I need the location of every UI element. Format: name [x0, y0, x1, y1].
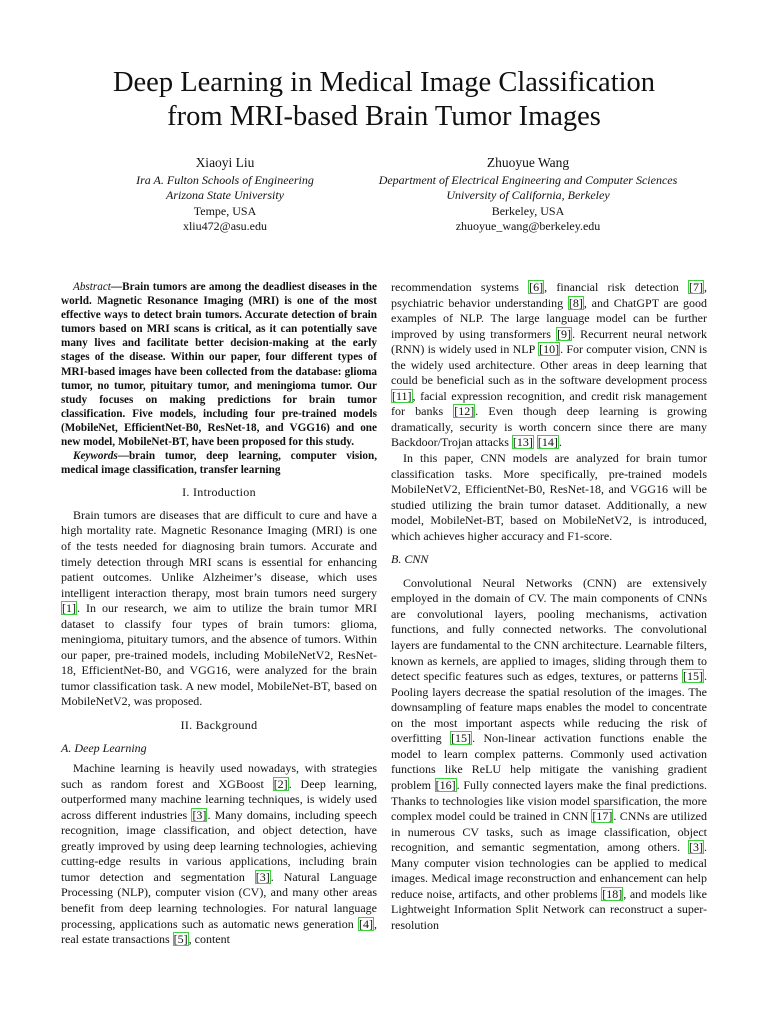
text-run: . In our research, we aim to utilize the brain tumor MRI dataset to classify four types of brain tumors: glioma, meningioma, pituitary tumors, and the absence of tumors. Within our paper, pre-trained models, including MobileNetV2, ResNet-18, EfficientNet-B0, and VGG16, were analyzed for the brain tumor classification task. A new model, MobileNet-BT, based on MobileNetV2, was proposed. — [61, 601, 377, 709]
abstract-text: —Brain tumors are among the deadliest diseases in the world. Magnetic Resonance Imaging (MRI) is one of the most effective ways to detect brain tumors. Accurate detection of brain tumors based on MRI scans is critical, as it can potentially save many lives and facilitate better decision-making at the early stages of the disease. Within our paper, four different types of MRI-based images have been collected from the database: glioma tumor, no tumor, pituitary tumor, and meningioma tumor. Our study focuses on making predictions for brain tumor classification. Five models, including four pre-trained models (MobileNet, EfficientNet-B0, ResNet-18, and VGG16) and one new model, MobileNet-BT, have been proposed for this study. — [61, 281, 377, 449]
right-column — [391, 280, 707, 933]
keywords — [61, 449, 377, 477]
citation-link[interactable]: [15] — [451, 731, 472, 746]
citation-link[interactable]: [10] — [539, 342, 560, 357]
citation-link[interactable]: [5] — [173, 932, 188, 947]
citation-link[interactable]: [7] — [689, 280, 703, 294]
author-name: Zhuoyue Wang — [486, 155, 570, 170]
text-run: , psychiatric behavior understanding — [391, 280, 707, 310]
citation-link[interactable]: [18] — [602, 886, 623, 901]
author-block-2 — [330, 155, 726, 235]
title-line-1: Deep Learning in Medical Image Classification — [112, 67, 656, 98]
paper-scope-paragraph: In this paper, CNN models are analyzed for brain tumor classification tasks. More specifically, pre-trained models MobileNetV2, EfficientNet-B0, ResNet-18, and VGG16 will be studied utilizing the brain tumor dataset. Additionally, a new model, MobileNet-BT, based on MobileNetV2, is introduced, which achieves higher accuracy and F1-score. — [391, 451, 707, 543]
citation-link[interactable]: [9] — [557, 326, 572, 341]
author-location: Berkeley, USA — [491, 203, 565, 218]
citation-link[interactable]: [2] — [273, 776, 288, 791]
author-affiliation: Department of Electrical Engineering and Computer Sciences — [378, 172, 678, 187]
citation-link[interactable]: [3] — [192, 807, 207, 822]
citation-link[interactable]: [11] — [392, 388, 412, 403]
title-line-2: from MRI-based Brain Tumor Images — [167, 101, 601, 132]
paper-title — [40, 66, 728, 134]
author-institution: University of California, Berkeley — [446, 188, 610, 202]
text-run: . For computer vision, CNN is the widely used architecture. Other areas in deep learning that could be beneficial such as in the software development process — [391, 342, 708, 388]
text-run: . CNNs are utilized in numerous CV tasks, such as image classification, object recognition, and semantic segmentation, among others. — [391, 809, 707, 855]
section-heading-background: II. Background — [180, 717, 258, 732]
subsection-heading-deep-learning: A. Deep Learning — [61, 740, 147, 755]
text-run: . Recurrent neural network (RNN) is widely used in NLP — [391, 326, 707, 357]
text-run: . Many domains, including speech recognition, image classification, and object detection, have greatly improved by using deep learning technologies, achieving cutting-edge results in various applications, including brain tumor detection and segmentation — [61, 807, 377, 884]
citation-link[interactable]: [12] — [454, 404, 475, 419]
text-run: . Even though deep learning is growing dramatically, security is worth concern since there are many Backdoor/Trojan attacks — [391, 404, 707, 450]
text-run: , real estate transactions — [61, 916, 377, 947]
citation-link[interactable]: [6] — [529, 280, 544, 294]
text-run: , facial expression recognition, and credit risk management for banks — [391, 388, 707, 419]
intro-paragraph — [61, 508, 377, 710]
text-run: . Fully connected layers make the final predictions. Thanks to technologies like vision model sparsification, the more complex model could be trained in CNN — [391, 777, 707, 824]
keywords-label: Keywords — [73, 450, 118, 463]
citation-link[interactable]: [1] — [62, 601, 76, 616]
citation-link[interactable]: [15] — [683, 669, 703, 684]
text-run: . Pooling layers decrease the spatial resolution of the images. The downsampling of feature maps enables the model to concentrate on the most important aspects while reducing the risk of overfitting — [391, 669, 707, 746]
citation-link[interactable]: [4] — [359, 916, 373, 931]
text-run: Machine learning is heavily used nowadays, with strategies such as random forest and XGBoost — [61, 761, 377, 791]
left-column — [61, 280, 377, 948]
text-run: , and ChatGPT are good examples of NLP. The large language model can be further improved by using transformers — [391, 295, 708, 341]
citation-link[interactable]: [3] — [689, 840, 703, 855]
deep-learning-paragraph — [61, 761, 377, 948]
text-run: . Natural Language Processing (NLP), computer vision (CV), and many other areas benefit from deep learning technologies. For natural language processing, applications such as automatic news generation — [61, 869, 377, 931]
text-run: Brain tumors are diseases that are difficult to cure and have a high mortality rate. Magnetic Resonance Imaging (MRI) is one of the tests needed for diagnosing brain tumors. Accurate and timely detection through MRI scans is essential for enhancing patient outcomes. Unlike Alzheimer’s disease, which uses intelligent interaction therapy, most brain tumors need surgery — [61, 507, 377, 600]
author-location: Tempe, USA — [193, 203, 257, 218]
citation-link[interactable]: [17] — [592, 809, 613, 824]
text-run: recommendation systems — [391, 280, 529, 294]
text-run: . Many computer vision technologies can be applied to medical images. Medical image reconstruction and enhancement can help reduce noise, artifacts, and other problems — [391, 840, 707, 901]
text-run: , and models like Lightweight Information Split Network can reconstruct a super-resolution — [391, 886, 708, 932]
citation-link[interactable]: [16] — [435, 777, 456, 792]
author-institution: Arizona State University — [166, 188, 284, 202]
text-run: . — [558, 435, 562, 450]
author-name: Xiaoyi Liu — [195, 155, 255, 170]
author-email[interactable]: xliu472@asu.edu — [182, 219, 268, 233]
abstract — [61, 280, 377, 449]
citation-link[interactable]: [14] — [537, 435, 558, 450]
text-run: . Deep learning, outperformed many machine learning techniques, is widely used across different industries — [61, 776, 378, 822]
author-email[interactable]: zhuoyue_wang@berkeley.edu — [455, 219, 601, 233]
citation-link[interactable]: [3] — [255, 869, 270, 884]
text-run: , financial risk detection — [544, 280, 688, 294]
deep-learning-continued-paragraph — [391, 280, 707, 451]
text-run: . Non-linear activation functions enable the model to learn complex patterns. Commonly used activation functions like ReLU help mitigate the vanishing gradient problem — [391, 731, 707, 792]
subsection-heading-cnn: B. CNN — [391, 552, 429, 567]
text-run: , content — [188, 932, 230, 947]
keywords-text: —brain tumor, deep learning, computer vision, medical image classification, transfer learning — [61, 450, 377, 477]
author-affiliation: Ira A. Fulton Schools of Engineering — [136, 172, 314, 187]
cnn-paragraph — [391, 576, 707, 934]
text-run: Convolutional Neural Networks (CNN) are extensively employed in the domain of CV. The main components of CNNs are convolutional layers, pooling mechanisms, activation functions, and fully connected networks. The convolutional layers are fundamental to the CNN architecture. Learnable filters, known as kernels, are applied to images, sliding through them to detect specific features such as edges, textures, or patterns — [391, 575, 707, 684]
abstract-label: Abstract — [73, 281, 111, 293]
citation-link[interactable]: [8] — [568, 295, 583, 310]
citation-link[interactable]: [13] — [512, 435, 533, 450]
section-heading-introduction: I. Introduction — [182, 485, 256, 500]
